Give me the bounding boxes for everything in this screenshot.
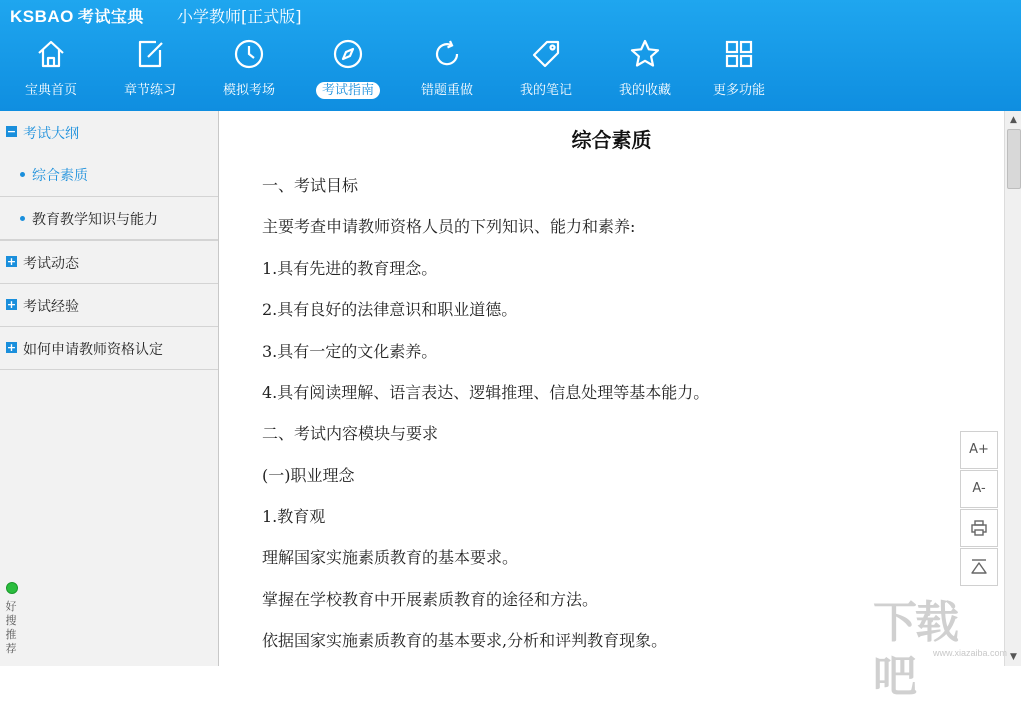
grid-icon [723, 38, 755, 70]
nav-label: 章节练习 [123, 83, 176, 98]
app-title: 小学教师[正式版] [177, 7, 302, 26]
content-paragraph: 2.具有良好的法律意识和职业道德。 [262, 300, 518, 319]
sidebar-section-certification[interactable] [0, 327, 218, 370]
collapse-icon: − [6, 125, 17, 138]
content-paragraph: 依据国家实施素质教育的基本要求,分析和评判教育现象。 [262, 631, 668, 650]
nav-label: 考试指南 [316, 82, 380, 99]
app-header [0, 0, 1021, 111]
nav-chapter-practice[interactable] [101, 33, 199, 109]
content-paragraph: 1.具有先进的教育理念。 [262, 259, 438, 278]
scroll-thumb[interactable] [1007, 129, 1021, 189]
nav-label: 我的收藏 [618, 83, 671, 98]
content-paragraph: 3.具有一定的文化素养。 [262, 342, 438, 361]
watermark-url: www.xiazaiba.com [933, 648, 1008, 658]
nav-mock-exam[interactable] [200, 33, 298, 109]
content-paragraph: 主要考查申请教师资格人员的下列知识、能力和素养: [262, 217, 636, 236]
nav-label: 宝典首页 [24, 83, 77, 98]
scroll-up-arrow[interactable]: ▲ [1010, 115, 1017, 125]
nav-label: 错题重做 [420, 83, 473, 98]
content-paragraph: 二、考试内容模块与要求 [262, 424, 439, 443]
print-button[interactable] [960, 509, 998, 547]
sidebar-section-label: 考试动态 [23, 256, 79, 272]
nav-label: 模拟考场 [222, 83, 275, 98]
back-to-top-icon [970, 558, 988, 576]
logo-en: KSBAO [10, 7, 74, 26]
star-icon [629, 38, 661, 70]
nav-redo-mistakes[interactable] [398, 33, 496, 109]
sidebar-section-exam-news[interactable] [0, 241, 218, 284]
app-logo [10, 4, 144, 27]
nav-my-notes[interactable] [497, 33, 595, 109]
sidebar [0, 111, 219, 666]
logo-cn: 考试宝典 [77, 9, 144, 26]
haosou-recommend[interactable] [2, 580, 20, 656]
expand-icon: + [6, 341, 17, 354]
sidebar-item-label: 教育教学知识与能力 [32, 212, 158, 228]
expand-icon: + [6, 298, 17, 311]
scroll-down-arrow[interactable]: ▼ [1010, 652, 1017, 662]
sidebar-section-label: 如何申请教师资格认定 [23, 342, 163, 358]
nav-my-favorites[interactable] [596, 33, 694, 109]
nav-label: 更多功能 [712, 83, 765, 98]
font-decrease-button[interactable]: A- [960, 470, 998, 508]
haosou-label: 好搜推荐 [5, 600, 17, 655]
sidebar-section-label: 考试经验 [23, 299, 79, 315]
font-increase-button[interactable]: A+ [960, 431, 998, 469]
sidebar-item-comprehensive-quality[interactable] [0, 153, 218, 197]
content-paragraph: 一、考试目标 [262, 176, 359, 195]
watermark [873, 596, 1008, 702]
page-title: 综合素质 [571, 128, 652, 152]
content-pane [219, 111, 1004, 666]
haosou-icon [6, 582, 18, 594]
content-paragraph: 掌握在学校教育中开展素质教育的途径和方法。 [262, 590, 599, 609]
sidebar-item-teaching-knowledge[interactable] [0, 197, 218, 241]
refresh-icon [431, 38, 463, 70]
vertical-scrollbar[interactable] [1004, 111, 1021, 666]
content-paragraph: 1.教育观 [262, 507, 326, 526]
sidebar-section-exam-experience[interactable] [0, 284, 218, 327]
content-paragraph: (一)职业理念 [262, 466, 355, 485]
bullet-icon [20, 216, 25, 221]
tag-icon [530, 38, 562, 70]
bullet-icon [20, 172, 25, 177]
nav-home[interactable] [2, 33, 100, 109]
content-paragraph: 理解国家实施素质教育的基本要求。 [262, 548, 519, 567]
reader-toolbar [960, 431, 998, 587]
nav-label: 我的笔记 [519, 83, 572, 98]
clock-icon [233, 38, 265, 70]
print-icon [970, 519, 988, 537]
nav-more-functions[interactable] [690, 33, 788, 109]
watermark-logo: 下载吧 [873, 597, 957, 702]
sidebar-section-exam-outline[interactable] [0, 111, 218, 153]
sidebar-section-label: 考试大纲 [23, 126, 79, 142]
sidebar-item-label: 综合素质 [32, 168, 88, 184]
expand-icon: + [6, 255, 17, 268]
main-nav [0, 33, 800, 111]
home-icon [35, 38, 67, 70]
compass-icon [332, 38, 364, 70]
back-to-top-button[interactable] [960, 548, 998, 586]
nav-exam-guide[interactable] [299, 33, 397, 109]
content-paragraph: 4.具有阅读理解、语言表达、逻辑推理、信息处理等基本能力。 [262, 383, 710, 402]
edit-icon [134, 38, 166, 70]
